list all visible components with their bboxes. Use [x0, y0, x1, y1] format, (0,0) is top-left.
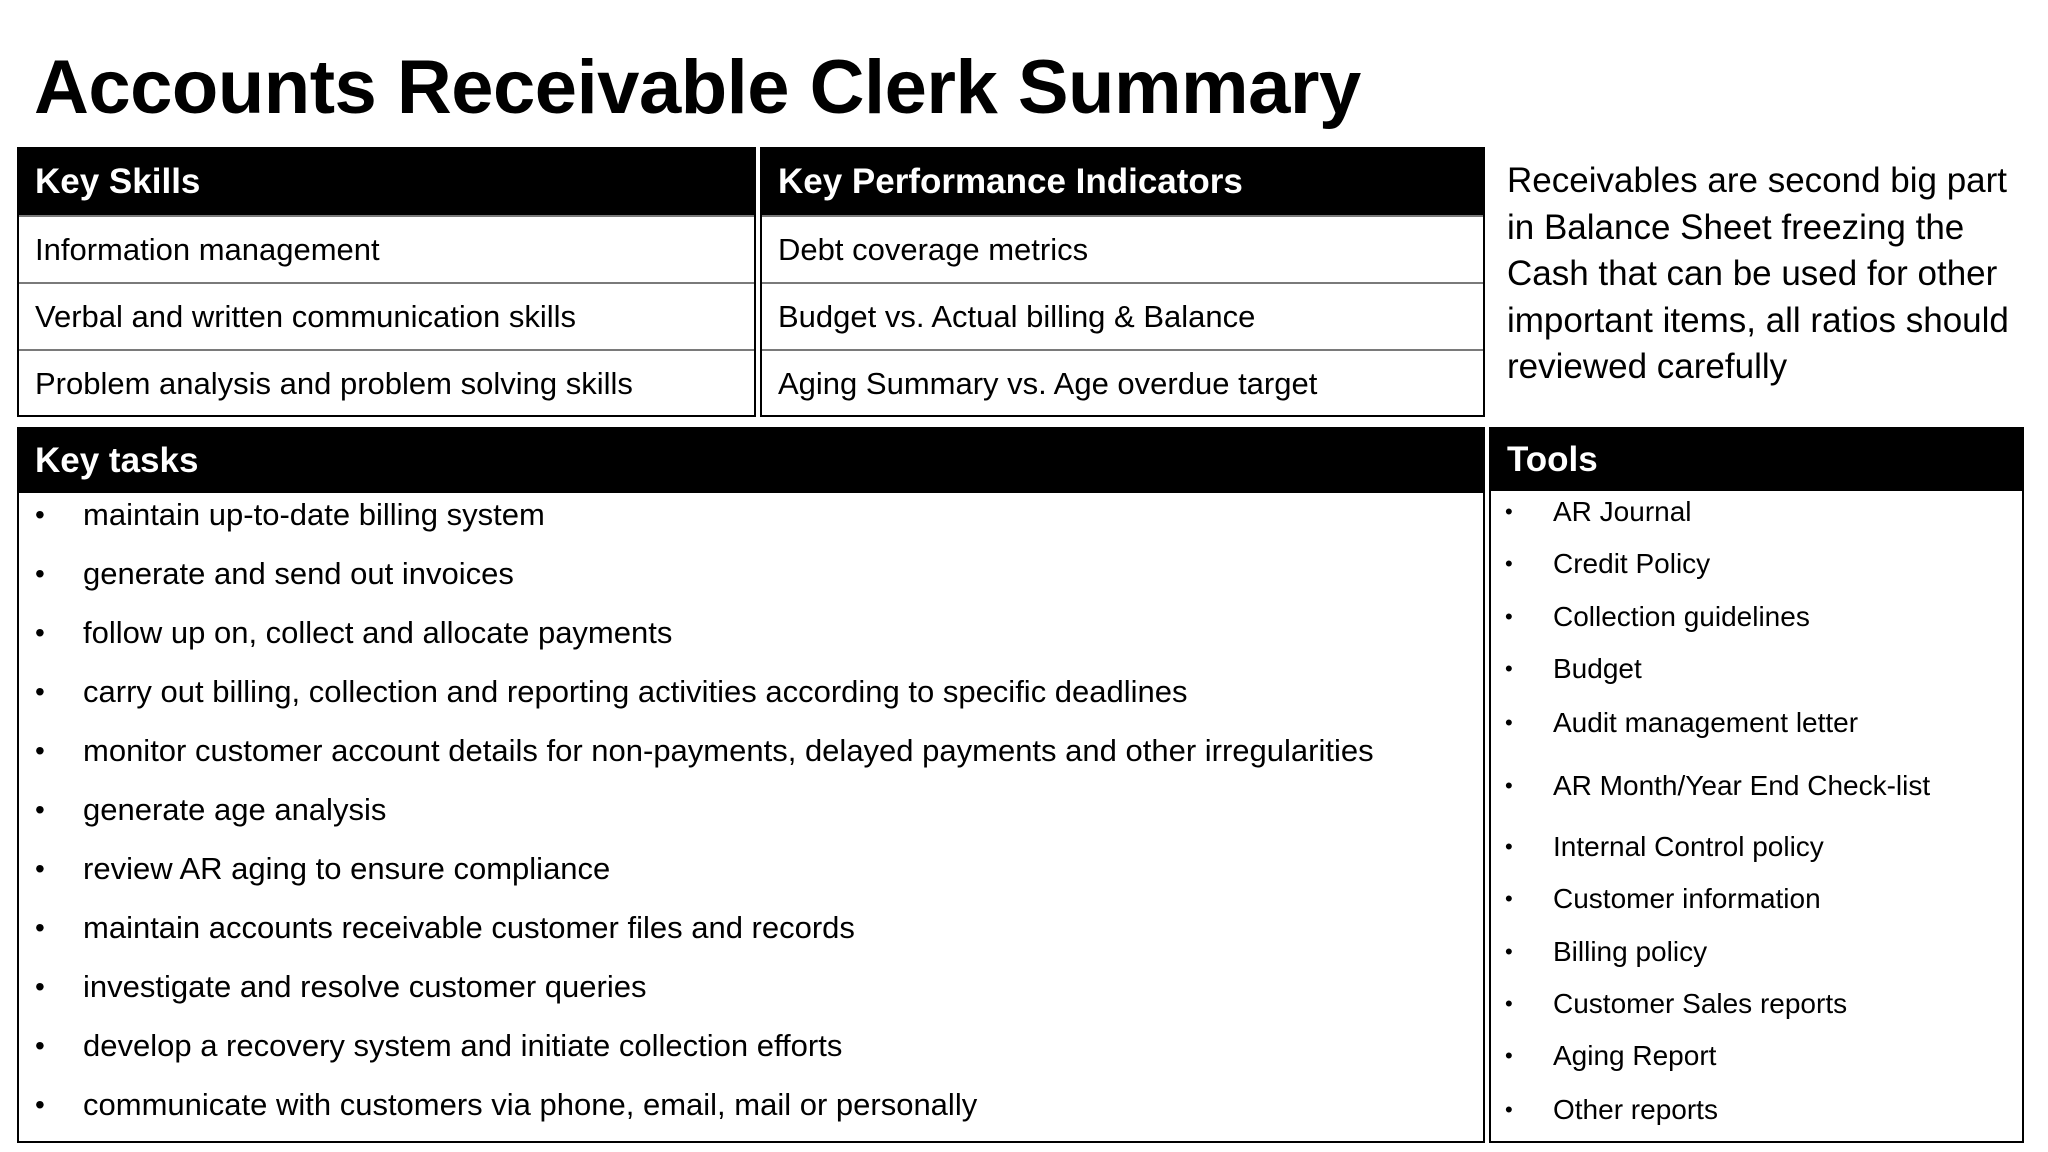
tool-text: Other reports — [1553, 1094, 1718, 1125]
tool-item — [1505, 767, 1930, 805]
task-item — [35, 554, 514, 594]
tool-item — [1505, 545, 1710, 583]
task-item — [35, 849, 610, 889]
tool-text: Budget — [1553, 653, 1642, 684]
task-text: review AR aging to ensure compliance — [83, 851, 611, 886]
task-text: investigate and resolve customer queries — [83, 969, 647, 1004]
bullet-icon: • — [1505, 710, 1513, 735]
bullet-icon: • — [35, 1030, 45, 1061]
tool-text: Aging Report — [1553, 1040, 1717, 1071]
bullet-icon: • — [1505, 886, 1513, 911]
task-text: generate age analysis — [83, 792, 387, 827]
key-skill-row: Problem analysis and problem solving skills — [19, 349, 754, 416]
receivables-note: Receivables are second big part in Balance Sheet freezing the Cash that can be used for other important items, all ratios should reviewed carefully — [1507, 161, 2009, 386]
tools-panel — [1489, 427, 2024, 1143]
tools-header: Tools — [1491, 429, 2022, 491]
tool-text: Billing policy — [1553, 936, 1708, 967]
bullet-icon: • — [35, 853, 45, 884]
key-tasks-header: Key tasks — [19, 429, 1483, 493]
tool-item — [1505, 650, 1642, 688]
key-skill-row: Information management — [19, 215, 754, 282]
bullet-icon: • — [35, 617, 45, 648]
bullet-icon: • — [35, 558, 45, 589]
bullet-icon: • — [1505, 773, 1513, 798]
bullet-icon: • — [35, 676, 45, 707]
tool-text: Collection guidelines — [1553, 601, 1810, 632]
key-skills-table — [17, 147, 756, 417]
task-item — [35, 1026, 842, 1066]
tool-text: Internal Control policy — [1553, 831, 1824, 862]
tool-item — [1505, 985, 1847, 1023]
bullet-icon: • — [35, 912, 45, 943]
task-item — [35, 1085, 977, 1125]
task-item — [35, 967, 646, 1007]
tool-item — [1505, 1037, 1716, 1075]
kpi-table — [760, 147, 1485, 417]
tool-item — [1505, 933, 1707, 971]
task-text: carry out billing, collection and reporting activities according to specific deadlines — [83, 674, 1188, 709]
tool-item — [1505, 704, 1858, 742]
tool-text: Customer Sales reports — [1553, 988, 1848, 1019]
task-text: follow up on, collect and allocate payments — [83, 615, 673, 650]
task-text: develop a recovery system and initiate collection efforts — [83, 1028, 843, 1063]
bullet-icon: • — [1505, 499, 1513, 524]
page-title: Accounts Receivable Clerk Summary — [34, 45, 1361, 130]
task-text: maintain accounts receivable customer files and records — [83, 910, 855, 945]
bullet-icon: • — [1505, 991, 1513, 1016]
bullet-icon: • — [1505, 604, 1513, 629]
key-tasks-panel — [17, 427, 1485, 1143]
bullet-icon: • — [35, 971, 45, 1002]
task-item — [35, 790, 386, 830]
tool-item — [1505, 1091, 1718, 1129]
bullet-icon: • — [35, 735, 45, 766]
task-text: communicate with customers via phone, email, mail or personally — [83, 1087, 978, 1122]
task-text: monitor customer account details for non-payments, delayed payments and other irregularities — [83, 733, 1374, 768]
bullet-icon: • — [1505, 834, 1513, 859]
tool-item — [1505, 828, 1824, 866]
task-item — [35, 613, 672, 653]
key-skills-header: Key Skills — [19, 149, 754, 215]
tool-text: Customer information — [1553, 883, 1821, 914]
task-text: maintain up-to-date billing system — [83, 497, 545, 532]
task-item — [35, 731, 1374, 771]
task-item — [35, 908, 855, 948]
bullet-icon: • — [1505, 551, 1513, 576]
kpi-row: Budget vs. Actual billing & Balance — [762, 282, 1483, 349]
key-skill-row: Verbal and written communication skills — [19, 282, 754, 349]
tool-text: Credit Policy — [1553, 548, 1711, 579]
tool-text: Audit management letter — [1553, 707, 1859, 738]
task-text: generate and send out invoices — [83, 556, 514, 591]
bullet-icon: • — [35, 499, 45, 530]
bullet-icon: • — [1505, 1097, 1513, 1122]
tool-item — [1505, 598, 1810, 636]
tool-item — [1505, 880, 1821, 918]
bullet-icon: • — [35, 794, 45, 825]
task-item — [35, 672, 1188, 712]
bullet-icon: • — [1505, 1043, 1513, 1068]
task-item — [35, 495, 545, 535]
bullet-icon: • — [35, 1089, 45, 1120]
kpi-row: Debt coverage metrics — [762, 215, 1483, 282]
tool-text: AR Journal — [1553, 496, 1692, 527]
bullet-icon: • — [1505, 656, 1513, 681]
kpi-row: Aging Summary vs. Age overdue target — [762, 349, 1483, 416]
tool-text: AR Month/Year End Check-list — [1553, 770, 1931, 801]
kpi-header: Key Performance Indicators — [762, 149, 1483, 215]
bullet-icon: • — [1505, 939, 1513, 964]
tool-item — [1505, 493, 1692, 531]
